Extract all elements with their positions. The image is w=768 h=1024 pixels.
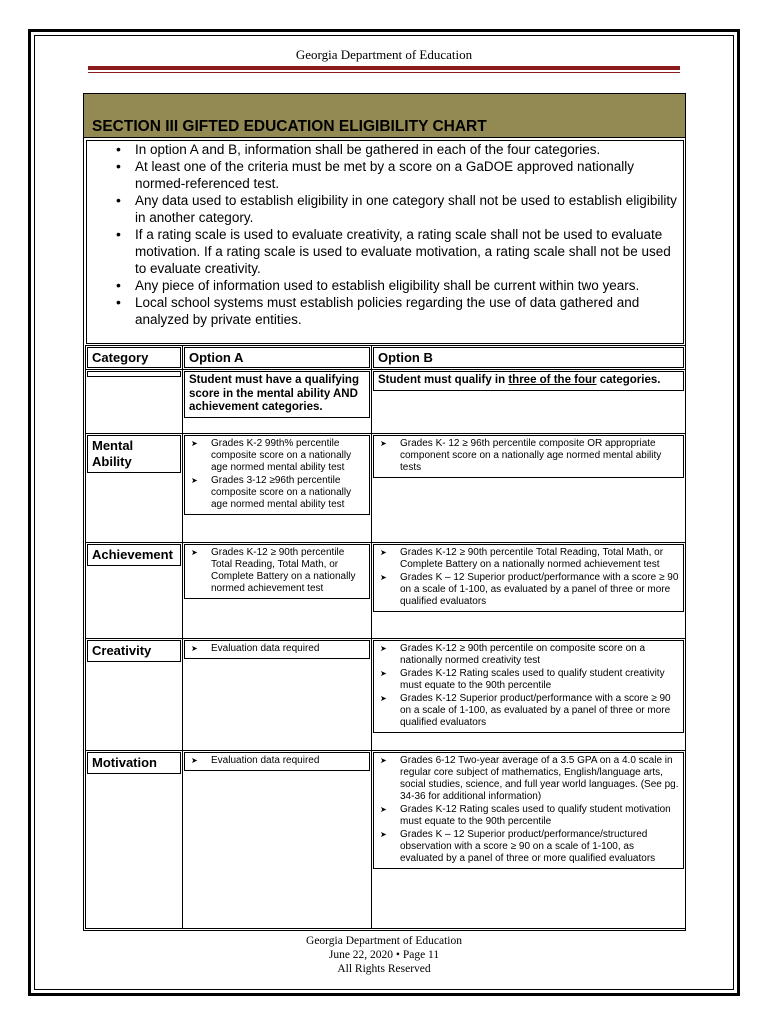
criterion: ➤ Evaluation data required: [189, 643, 365, 655]
criterion: ➤ Grades K-12 ≥ 90th percentile on composite score on a nationally normed creativity test: [378, 643, 679, 667]
bullet-item: • In option A and B, information shall be gathered in each of the four categories.: [135, 141, 683, 158]
column-header-category: Category: [87, 347, 181, 368]
criterion: ➤ Grades K-2 99th% percentile composite score on a nationally age normed mental ability test: [189, 438, 365, 474]
criterion: ➤ Grades 3-12 ≥96th percentile composite score on a nationally age normed mental ability test: [189, 475, 365, 511]
column-header-option-a: Option A: [184, 347, 370, 368]
criterion: ➤ Grades K-12 ≥ 90th percentile Total Reading, Total Math, or Complete Battery on a nationally normed achievement test: [189, 547, 365, 595]
bullet-item: • Any data used to establish eligibility in one category shall not be used to establish eligibility in another category.: [135, 192, 683, 226]
footer-rights: All Rights Reserved: [337, 963, 431, 975]
table-intro-row: [86, 370, 686, 434]
criterion: ➤ Grades K – 12 Superior product/performance with a score ≥ 90 on a scale of 1-100, as evaluated by a panel of three or more qualified evaluators: [378, 572, 679, 608]
category-motivation: Motivation: [87, 752, 181, 774]
option-a-criteria: [189, 643, 365, 655]
table-row-motivation: [86, 751, 686, 929]
category-mental-ability: Mental Ability: [87, 435, 181, 473]
option-b-req-emphasis: three of the four: [508, 374, 597, 386]
option-b-req-text-end: categories.: [596, 374, 661, 386]
criterion: ➤ Grades K-12 Rating scales used to qualify student creativity must equate to the 90th percentile: [378, 668, 679, 692]
option-b-criteria: [378, 438, 679, 474]
option-b-criteria: [378, 755, 679, 865]
criterion: ➤ Grades K-12 Superior product/performance with a score ≥ 90 on a scale of 1-100, as evaluated by a panel of three or more qualified evaluators: [378, 693, 679, 729]
criterion: ➤ Grades K – 12 Superior product/performance/structured observation with a score ≥ 90 on a scale of 1-100, as evaluated by a panel of three or more qualified evaluators: [378, 829, 679, 865]
criterion: ➤ Grades 6-12 Two-year average of a 3.5 GPA on a 4.0 scale in regular core subject of mathematics, English/language arts, social studies, science, and full year world languages. (See pg. 34-36 for additional information): [378, 755, 679, 803]
option-b-req-text: Student must qualify in: [378, 374, 509, 386]
option-b-criteria: [378, 643, 679, 729]
criteria-bullets: [86, 140, 684, 344]
criterion: ➤ Grades K-12 ≥ 90th percentile Total Reading, Total Math, or Complete Battery on a nationally normed achievement test: [378, 547, 679, 571]
header-rule: [88, 66, 680, 70]
table-header-row: [86, 346, 686, 370]
option-a-requirement: Student must have a qualifying score in the mental ability AND achievement categories.: [184, 371, 370, 418]
option-a-criteria: [189, 755, 365, 767]
section-banner: [84, 94, 685, 138]
footer-date-page: June 22, 2020 • Page 11: [328, 949, 440, 961]
criterion: ➤ Evaluation data required: [189, 755, 365, 767]
eligibility-table: [85, 345, 686, 929]
bullet-item: • Local school systems must establish policies regarding the use of data gathered and analyzed by private entities.: [135, 294, 683, 328]
bullet-list: [87, 141, 683, 328]
category-creativity: Creativity: [87, 640, 181, 662]
table-row-achievement: [86, 543, 686, 639]
page-footer: [0, 934, 768, 976]
section-title: SECTION III GIFTED EDUCATION ELIGIBILITY CHART: [92, 118, 487, 135]
table-row-mental-ability: [86, 434, 686, 543]
bullet-item: • Any piece of information used to establish eligibility shall be current within two years.: [135, 277, 683, 294]
criterion: ➤ Grades K-12 Rating scales used to qualify student motivation must equate to the 90th percentile: [378, 804, 679, 828]
option-a-criteria: [189, 438, 365, 511]
column-header-option-b: Option B: [373, 347, 684, 368]
bullet-item: • If a rating scale is used to evaluate creativity, a rating scale shall not be used to evaluate motivation. If a rating scale is used to evaluate motivation, a rating scale shall not be used to evaluate creativity.: [135, 226, 683, 277]
intro-empty-cell: [87, 371, 181, 377]
header-rule-thin: [88, 72, 680, 73]
page-header: Georgia Department of Education: [295, 47, 473, 62]
option-b-criteria: [378, 547, 679, 608]
option-b-requirement: [373, 371, 684, 391]
option-a-criteria: [189, 547, 365, 595]
criterion: ➤ Grades K- 12 ≥ 96th percentile composite OR appropriate component score on a nationally age normed mental ability tests: [378, 438, 679, 474]
bullet-item: • At least one of the criteria must be met by a score on a GaDOE approved nationally normed-referenced test.: [135, 158, 683, 192]
category-achievement: Achievement: [87, 544, 181, 566]
footer-org: Georgia Department of Education: [306, 935, 462, 947]
table-row-creativity: [86, 639, 686, 751]
